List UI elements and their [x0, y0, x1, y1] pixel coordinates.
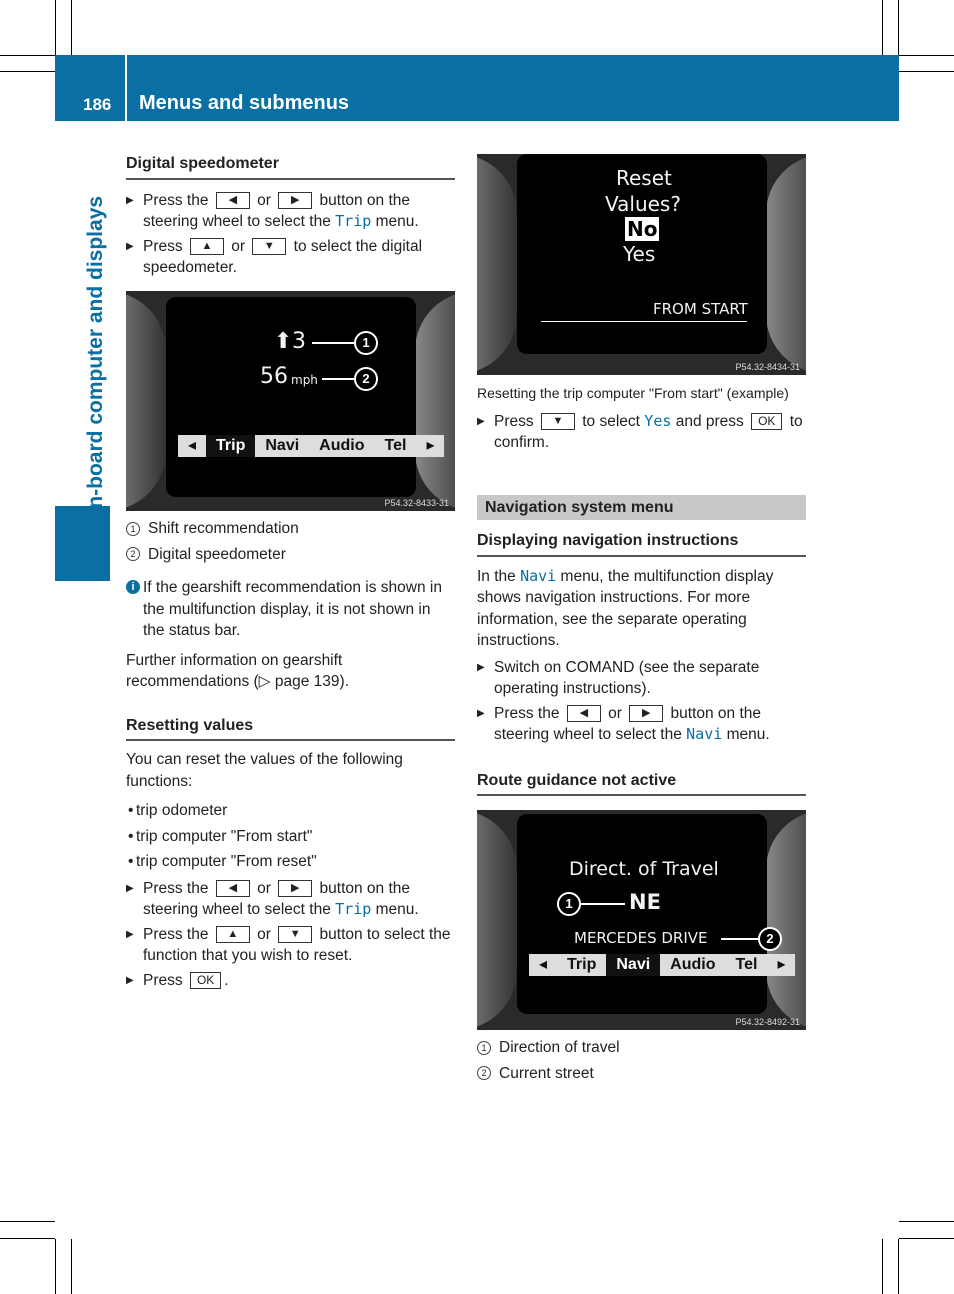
screen-divider — [541, 321, 747, 322]
gauge-left — [477, 810, 517, 1030]
step-text: or — [257, 925, 271, 943]
legend-text: Shift recommendation — [148, 520, 299, 537]
legend-item — [477, 1063, 806, 1085]
info-text: If the gearshift recommendation is shown in the multifunction display, it is not shown in the status bar. — [143, 579, 442, 639]
speedometer-display-figure — [126, 291, 455, 511]
step-text: button on the steering wheel to select the — [494, 704, 762, 743]
screen-line-2: Values? — [605, 192, 681, 216]
crop-mark — [898, 0, 899, 55]
step-text: Press the — [143, 879, 209, 897]
left-column — [126, 153, 455, 279]
crop-mark — [899, 1221, 954, 1222]
menu-item-trip: Trip — [567, 956, 597, 973]
bullet-item: • trip computer "From start" — [126, 826, 455, 848]
crop-mark — [71, 0, 72, 55]
callout-1: 1 — [557, 892, 581, 916]
instruction-step — [477, 411, 806, 454]
header-divider — [125, 55, 127, 121]
step-text: to confirm. — [494, 412, 803, 451]
paragraph — [477, 566, 806, 652]
crop-mark — [899, 55, 954, 56]
step-text: Press the — [143, 191, 209, 209]
instruction-step: ▶ Switch on COMAND (see the separate operating instructions). — [477, 657, 806, 700]
menu-item-trip: Trip — [206, 435, 255, 457]
legend-text: Digital speedometer — [148, 545, 286, 563]
page-header — [55, 55, 899, 121]
down-arrow-key-icon: ▼ — [252, 238, 286, 255]
bullet-item: • trip computer "From reset" — [126, 851, 455, 873]
display-area — [517, 814, 767, 1014]
menu-item-tel: Tel — [735, 956, 758, 973]
section-heading: Resetting values — [126, 715, 455, 742]
gauge-right — [766, 154, 806, 374]
right-arrow-key-icon: ▶ — [629, 705, 663, 722]
legend-number: 1 — [126, 522, 140, 536]
paragraph: Further information on gearshift recommendations (▷ page 139). — [126, 651, 350, 690]
right-column — [477, 383, 806, 796]
reset-values-display-figure — [477, 154, 806, 375]
step-text: button on the steering wheel to select the — [143, 879, 411, 918]
step-text: Press the — [143, 925, 209, 943]
menu-item-audio: Audio — [670, 956, 716, 973]
crop-mark — [71, 1239, 72, 1294]
step-text: menu. — [726, 726, 770, 743]
legend-text: Current street — [499, 1064, 594, 1082]
figure-caption: Resetting the trip computer "From start" (example) — [477, 385, 789, 401]
instruction-step — [126, 924, 455, 967]
left-column-lower — [126, 518, 455, 991]
step-text: to select the digital speedometer. — [143, 237, 423, 276]
screen-title: Direct. of Travel — [569, 858, 719, 880]
display-area — [166, 297, 416, 497]
legend-number: 1 — [477, 1041, 491, 1055]
right-arrow-key-icon: ▶ — [278, 192, 312, 209]
legend-number: 2 — [477, 1066, 491, 1080]
step-text: Press the — [494, 704, 560, 722]
section-heading: Route guidance not active — [477, 770, 806, 797]
crop-mark — [0, 55, 55, 56]
callout-1: 1 — [354, 331, 378, 355]
crop-mark — [55, 0, 56, 55]
instruction-step — [477, 703, 806, 746]
menu-name: Trip — [335, 212, 372, 230]
menu-arrow-right-icon: ▸ — [426, 437, 435, 454]
option-no-selected: No — [627, 217, 658, 241]
callout-line — [581, 903, 625, 905]
ok-key: OK — [751, 413, 782, 430]
right-column-legend — [477, 1037, 806, 1084]
gear-value: 3 — [292, 329, 306, 354]
crop-mark — [882, 1239, 883, 1294]
crop-mark — [898, 1239, 899, 1294]
figure-code: P54.32-8434-31 — [735, 362, 800, 372]
figure-code: P54.32-8433-31 — [384, 498, 449, 508]
menu-name: Navi — [520, 566, 557, 585]
legend-number: 2 — [126, 547, 140, 561]
menu-arrow-left-icon: ◂ — [188, 437, 197, 454]
step-text: Press — [143, 237, 183, 255]
step-text: . — [224, 971, 229, 989]
step-text: or — [231, 237, 246, 255]
up-arrow-key-icon: ▲ — [190, 238, 224, 255]
option-yes: Yes — [623, 242, 656, 266]
paragraph: You can reset the values of the following functions: — [126, 751, 403, 790]
menu-arrow-right-icon: ▸ — [777, 956, 786, 973]
crop-mark — [0, 1238, 55, 1239]
bullet-item: • trip odometer — [126, 800, 455, 822]
left-arrow-key-icon: ◀ — [216, 192, 250, 209]
screen-line-1: Reset — [616, 166, 672, 190]
crop-mark — [899, 71, 954, 72]
step-text: Press — [143, 971, 183, 989]
up-arrow-key-icon: ▲ — [216, 926, 250, 943]
step-text: or — [608, 704, 622, 722]
direction-value: NE — [629, 890, 661, 914]
section-heading: Digital speedometer — [126, 153, 455, 180]
gauge-left — [126, 291, 166, 511]
menu-item-audio: Audio — [319, 437, 365, 454]
paragraph-text: menu, the multifunction display shows navigation instructions. For more information, see the separate operating instructions. — [477, 567, 774, 649]
down-arrow-key-icon: ▼ — [278, 926, 312, 943]
street-name: MERCEDES DRIVE — [574, 929, 708, 947]
left-arrow-key-icon: ◀ — [216, 880, 250, 897]
header-title: Menus and submenus — [139, 92, 350, 114]
callout-2: 2 — [354, 367, 378, 391]
instruction-step — [126, 878, 455, 921]
step-text: and press — [675, 412, 744, 430]
callout-line — [312, 342, 356, 344]
instruction-step — [126, 970, 455, 992]
page-number: 186 — [83, 95, 112, 114]
instruction-step — [126, 236, 455, 279]
legend-item — [126, 544, 455, 566]
gauge-right — [766, 810, 806, 1030]
side-tab-title: On-board computer and displays — [84, 195, 107, 525]
crop-mark — [899, 1238, 954, 1239]
display-menu-bar — [529, 954, 795, 976]
speed-unit: mph — [291, 373, 318, 387]
down-arrow-key-icon: ▼ — [541, 413, 575, 430]
section-heading: Displaying navigation instructions — [477, 530, 806, 557]
callout-line — [721, 938, 759, 940]
step-text: menu. — [375, 213, 419, 230]
right-arrow-key-icon: ▶ — [278, 880, 312, 897]
step-text: button on the steering wheel to select the — [143, 191, 411, 230]
instruction-step — [126, 190, 455, 233]
menu-name: Navi — [686, 725, 723, 743]
display-menu-bar — [178, 435, 444, 457]
menu-item-navi: Navi — [265, 437, 300, 454]
menu-item-navi: Navi — [606, 954, 660, 976]
screen-footer: FROM START — [653, 300, 748, 318]
info-note — [126, 577, 455, 642]
gear-arrow-icon: ⬆ — [274, 329, 293, 354]
speed-value: 56 — [260, 364, 288, 389]
legend-item — [477, 1037, 806, 1059]
info-icon: i — [126, 580, 140, 594]
step-text: or — [257, 191, 271, 209]
figure-code: P54.32-8492-31 — [735, 1017, 800, 1027]
step-text: Press — [494, 412, 534, 430]
callout-line — [322, 378, 356, 380]
legend-text: Direction of travel — [499, 1039, 620, 1056]
paragraph-text: In the — [477, 567, 516, 585]
left-arrow-key-icon: ◀ — [567, 705, 601, 722]
gauge-left — [477, 154, 517, 374]
crop-mark — [0, 71, 55, 72]
crop-mark — [882, 0, 883, 55]
menu-name: Trip — [335, 900, 372, 918]
section-bar-heading: Navigation system menu — [477, 495, 806, 521]
menu-arrow-left-icon: ◂ — [539, 956, 548, 973]
crop-mark — [0, 1221, 55, 1222]
navigation-display-figure — [477, 810, 806, 1030]
gauge-right — [415, 291, 455, 511]
step-text: menu. — [375, 901, 419, 918]
step-text: to select — [582, 412, 640, 430]
crop-mark — [55, 1239, 56, 1294]
callout-2: 2 — [758, 927, 782, 951]
step-text: or — [257, 879, 271, 897]
option-name: Yes — [644, 411, 672, 430]
menu-item-tel: Tel — [384, 437, 407, 454]
legend-item — [126, 518, 455, 540]
step-text: button to select the function that you wish to reset. — [143, 925, 451, 964]
ok-key: OK — [190, 972, 221, 989]
